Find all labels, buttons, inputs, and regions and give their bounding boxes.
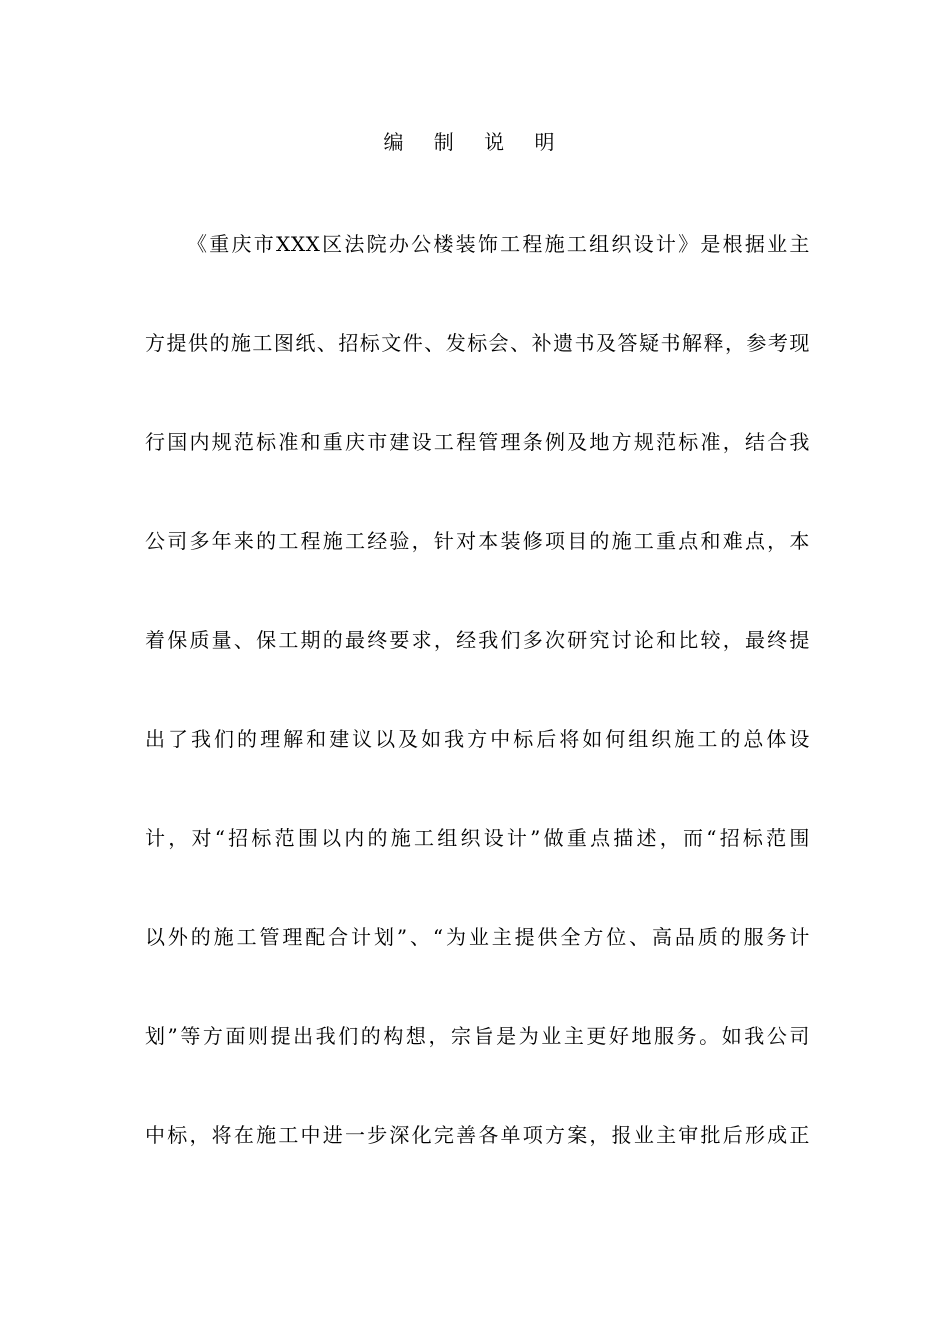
paragraph-line-5: 着保质量、保工期的最终要求，经我们多次研究讨论和比较，最终提 (145, 628, 810, 652)
paragraph-line-10: 中标，将在施工中进一步深化完善各单项方案，报业主审批后形成正 (145, 1123, 810, 1147)
document-title: 编 制 说 明 (383, 130, 567, 154)
paragraph-line-1: 《重庆市XXX区法院办公楼装饰工程施工组织设计》是根据业主 (187, 232, 810, 256)
paragraph-line-4: 公司多年来的工程施工经验，针对本装修项目的施工重点和难点，本 (145, 529, 810, 553)
paragraph-line-3: 行国内规范标准和重庆市建设工程管理条例及地方规范标准，结合我 (145, 430, 810, 454)
paragraph-line-7: 计，对“招标范围以内的施工组织设计”做重点描述，而“招标范围 (145, 826, 810, 850)
paragraph-line-8: 以外的施工管理配合计划”、“为业主提供全方位、高品质的服务计 (145, 925, 810, 949)
paragraph-line-9: 划”等方面则提出我们的构想，宗旨是为业主更好地服务。如我公司 (145, 1024, 810, 1048)
document-body (145, 228, 810, 1218)
paragraph-line-6: 出了我们的理解和建议以及如我方中标后将如何组织施工的总体设 (145, 727, 810, 751)
paragraph-line-2: 方提供的施工图纸、招标文件、发标会、补遗书及答疑书解释，参考现 (145, 331, 810, 355)
